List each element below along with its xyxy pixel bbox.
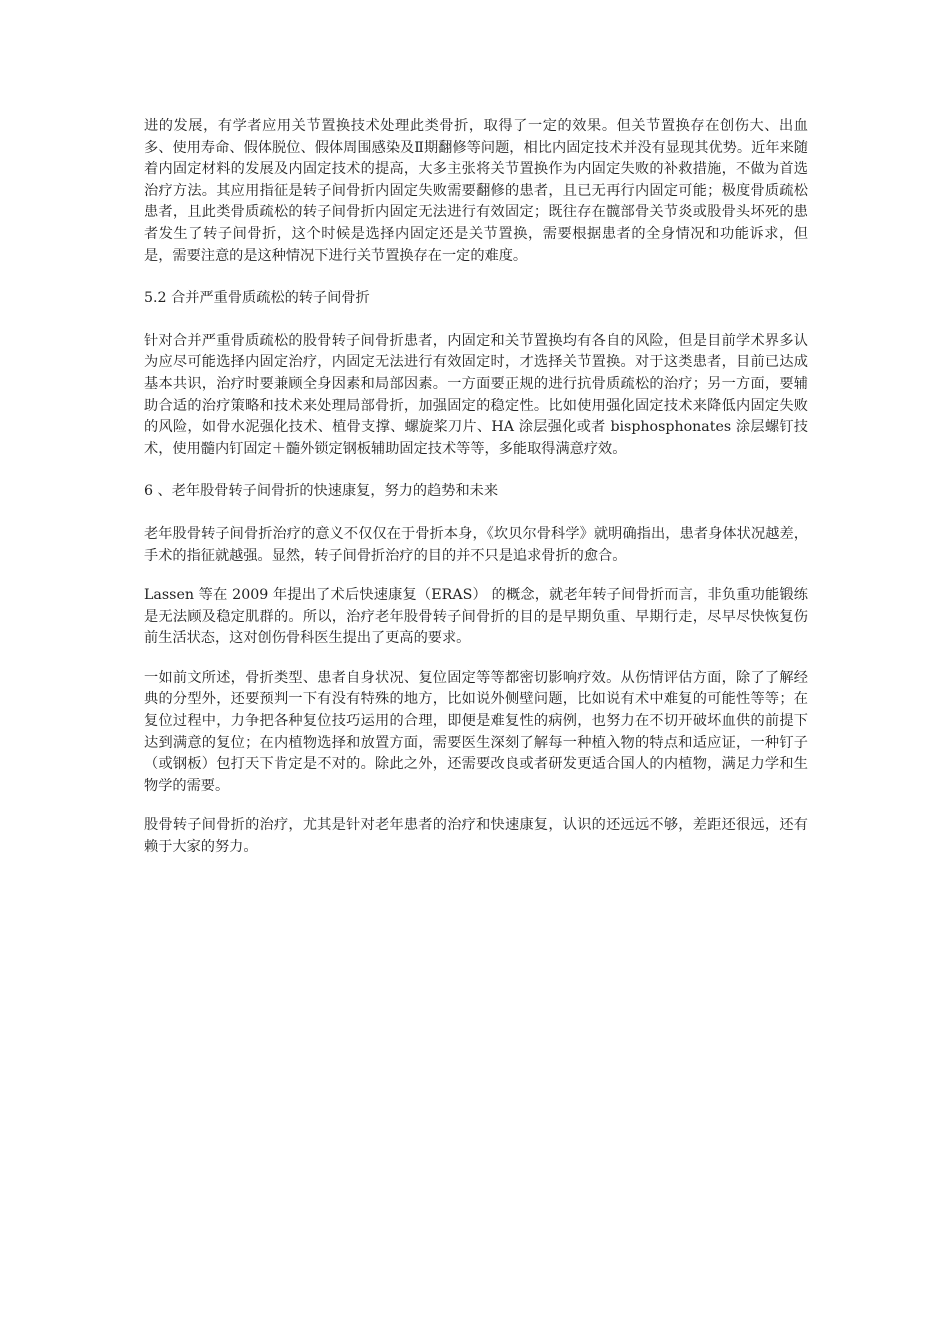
paragraph-treatment-significance: 老年股骨转子间骨折治疗的意义不仅仅在于骨折本身，《坎贝尔骨科学》就明确指出，患者身体状况越差，手术的指征就越强。显然，转子间骨折治疗的目的并不只是追求骨折的愈合。 — [144, 525, 808, 564]
paragraph-conclusion: 股骨转子间骨折的治疗，尤其是针对老年患者的治疗和快速康复，认识的还远远不够，差距还很远，还有赖于大家的努力。 — [144, 817, 808, 856]
section-heading-5-2: 5.2 合并严重骨质疏松的转子间骨折 — [144, 290, 370, 307]
paragraph-assessment-reduction: 一如前文所述，骨折类型、患者自身状况、复位固定等等都密切影响疗效。从伤情评估方面，除了了解经典的分型外，还要预判一下有没有特殊的地方，比如说外侧壁问题，比如说有术中难复的可能性等等；在复位过程中，力争把各种复位技巧运用的合理，即便是难复性的病例，也努力在不切开破坏血供的前提下达到满意的复位；在内植物选择和放置方面，需要医生深刻了解每一种植入物的特点和适应证，一种钉子（或钢板）包打天下肯定是不对的。除此之外，还需要改良或者研发更适合国人的内植物，满足力学和生物学的需要。 — [144, 669, 808, 794]
section-heading-6: 6 、老年股骨转子间骨折的快速康复，努力的趋势和未来 — [144, 483, 499, 500]
paragraph-osteoporosis: 针对合并严重骨质疏松的股骨转子间骨折患者，内固定和关节置换均有各自的风险，但是目前学术界多认为应尽可能选择内固定治疗，内固定无法进行有效固定时，才选择关节置换。对于这类患者，目前已达成基本共识，治疗时要兼顾全身因素和局部因素。一方面要正规的进行抗骨质疏松的治疗；另一方面，要辅助合适的治疗策略和技术来处理局部骨折，加强固定的稳定性。比如使用强化固定技术来降低内固定失败的风险，如骨水泥强化技术、植骨支撑、螺旋桨刀片、HA 涂层强化或者 bisphosphonates 涂层螺钉技术，使用髓内钉固定＋髓外锁定钢板辅助固定技术等等，多能取得满意疗效。 — [144, 332, 808, 457]
paragraph-joint-replacement: 进的发展，有学者应用关节置换技术处理此类骨折，取得了一定的效果。但关节置换存在创伤大、出血多、使用寿命、假体脱位、假体周围感染及Ⅱ期翻修等问题，相比内固定技术并没有显现其优势。近年来随着内固定材料的发展及内固定技术的提高，大多主张将关节置换作为内固定失败的补救措施，不做为首选治疗方法。其应用指征是转子间骨折内固定失败需要翻修的患者，且已无再行内固定可能；极度骨质疏松患者，且此类骨质疏松的转子间骨折内固定无法进行有效固定；既往存在髋部骨关节炎或股骨头坏死的患者发生了转子间骨折，这个时候是选择内固定还是关节置换，需要根据患者的全身情况和功能诉求，但是，需要注意的是这种情况下进行关节置换存在一定的难度。 — [144, 118, 808, 264]
paragraph-eras: Lassen 等在 2009 年提出了术后快速康复（ERAS） 的概念，就老年转子间骨折而言，非负重功能锻练是无法顾及稳定肌群的。所以，治疗老年股骨转子间骨折的目的是早期负重、早期行走，尽早尽快恢复伤前生活状态，这对创伤骨科医生提出了更高的要求。 — [144, 587, 808, 647]
document-body — [144, 116, 808, 859]
